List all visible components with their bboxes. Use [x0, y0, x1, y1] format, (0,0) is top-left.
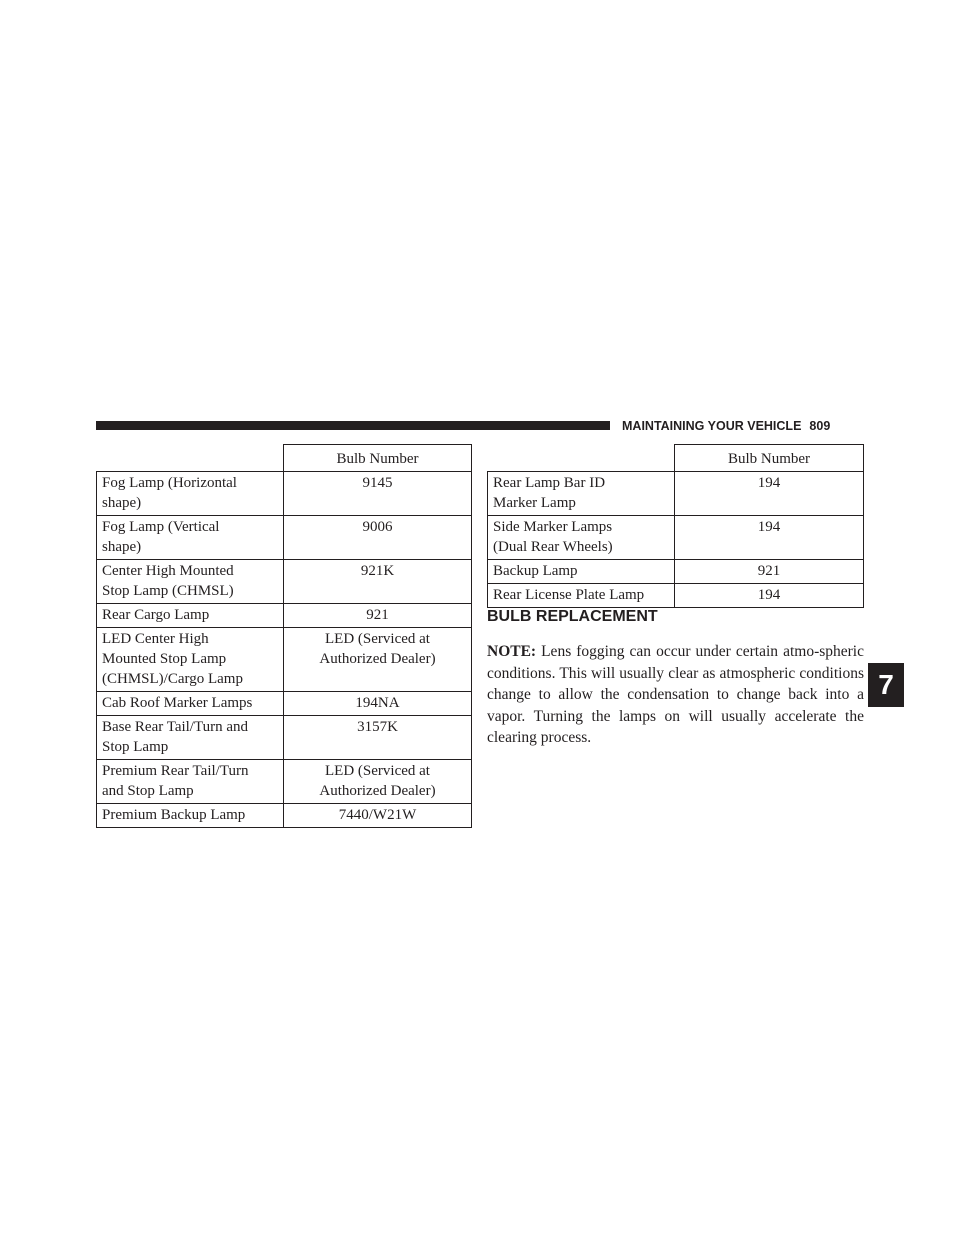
header-rule	[96, 421, 610, 430]
bulb-table-left	[96, 444, 472, 828]
bulb-number-cell: 7440/W21W	[284, 804, 472, 828]
lamp-name-cell: Fog Lamp (Horizontal shape)	[97, 472, 284, 516]
bulb-number-cell: 921K	[284, 560, 472, 604]
lamp-name-cell: Rear Cargo Lamp	[97, 604, 284, 628]
table-row	[97, 472, 472, 516]
lamp-name-cell: Premium Rear Tail/Turn and Stop Lamp	[97, 760, 284, 804]
lamp-header-cell	[97, 445, 284, 472]
table-body	[97, 472, 472, 828]
lamp-name-cell: Rear License Plate Lamp	[488, 584, 675, 608]
bulb-number-header: Bulb Number	[675, 445, 864, 472]
table-row	[97, 804, 472, 828]
lamp-name-cell: Side Marker Lamps (Dual Rear Wheels)	[488, 516, 675, 560]
bulb-number-cell: LED (Serviced at Authorized Dealer)	[284, 760, 472, 804]
lamp-name-cell: Base Rear Tail/Turn and Stop Lamp	[97, 716, 284, 760]
table-row	[488, 560, 864, 584]
table-row	[97, 760, 472, 804]
note-label: NOTE:	[487, 643, 537, 660]
table-row	[97, 604, 472, 628]
lamp-name-cell: Premium Backup Lamp	[97, 804, 284, 828]
bulb-number-cell: 194NA	[284, 692, 472, 716]
bulb-table-right	[487, 444, 864, 608]
bulb-number-cell: 3157K	[284, 716, 472, 760]
section-heading: BULB REPLACEMENT	[487, 608, 658, 625]
table-header-row	[97, 445, 472, 472]
bulb-number-cell: LED (Serviced at Authorized Dealer)	[284, 628, 472, 692]
running-header	[622, 417, 864, 435]
lamp-name-cell: Rear Lamp Bar ID Marker Lamp	[488, 472, 675, 516]
header-title: MAINTAINING YOUR VEHICLE	[622, 419, 802, 433]
page-number: 809	[809, 419, 831, 433]
bulb-number-header: Bulb Number	[284, 445, 472, 472]
table-body	[488, 472, 864, 608]
table-row	[97, 692, 472, 716]
table-header-row	[488, 445, 864, 472]
lamp-name-cell: Center High Mounted Stop Lamp (CHMSL)	[97, 560, 284, 604]
table-row	[97, 628, 472, 692]
lamp-header-cell	[488, 445, 675, 472]
table-row	[488, 584, 864, 608]
bulb-number-cell: 194	[675, 472, 864, 516]
table-row	[97, 716, 472, 760]
table-row	[97, 516, 472, 560]
bulb-number-cell: 921	[675, 560, 864, 584]
lamp-name-cell: Fog Lamp (Vertical shape)	[97, 516, 284, 560]
bulb-number-cell: 194	[675, 584, 864, 608]
lamp-name-cell: Backup Lamp	[488, 560, 675, 584]
chapter-tab: 7	[868, 663, 904, 707]
bulb-number-cell: 9006	[284, 516, 472, 560]
bulb-number-cell: 194	[675, 516, 864, 560]
bulb-number-cell: 9145	[284, 472, 472, 516]
note-paragraph	[487, 641, 864, 749]
table-row	[488, 472, 864, 516]
lamp-name-cell: Cab Roof Marker Lamps	[97, 692, 284, 716]
bulb-number-cell: 921	[284, 604, 472, 628]
table-row	[97, 560, 472, 604]
note-text: Lens fogging can occur under certain atmo-spheric conditions. This will usually clear as atmospheric conditions change to allow the condensation to change back into a vapor. Turning the lamps on will usually accelerate the clearing process.	[487, 643, 864, 746]
table-row	[488, 516, 864, 560]
lamp-name-cell: LED Center High Mounted Stop Lamp (CHMSL)/Cargo Lamp	[97, 628, 284, 692]
